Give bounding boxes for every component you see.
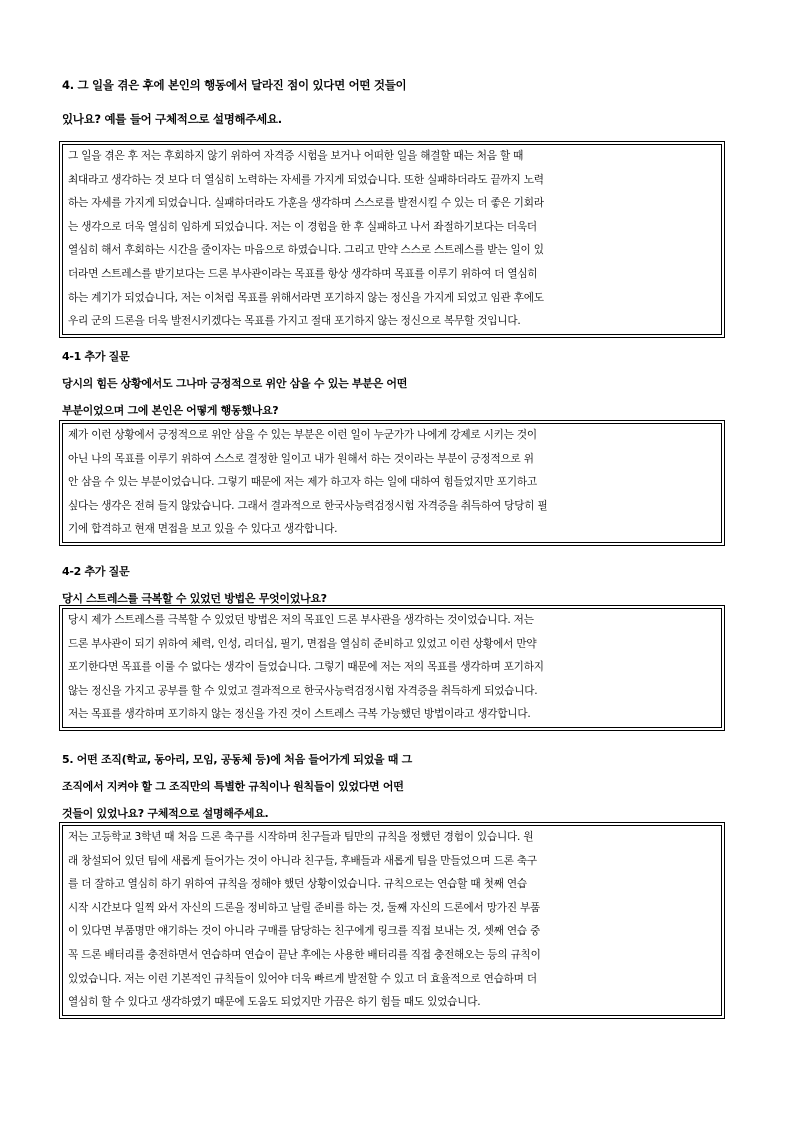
- heading-line: 당시 스트레스를 극복할 수 있었던 방법은 무엇이었나요?: [62, 592, 327, 605]
- heading-line: 것들이 있었나요? 구체적으로 설명해주세요.: [62, 807, 269, 820]
- question-4-2-heading: [62, 558, 730, 612]
- question-4-2-section: [62, 558, 730, 721]
- heading-line: 4. 그 일을 겪은 후에 본인의 행동에서 달라진 점이 있다면 어떤 것들이: [62, 78, 407, 92]
- answer-line: 않는 정신을 가지고 공부를 할 수 있었고 결과적으로 한국사능력검정시험 자격증을 취득하게 되었습니다.: [68, 684, 538, 697]
- answer-line: 우리 군의 드론을 더욱 발전시키겠다는 목표를 가지고 절대 포기하지 않는 정신으로 복무할 것입니다.: [68, 315, 521, 328]
- answer-line: 이 있다면 부품명만 얘기하는 것이 아니라 구매를 담당하는 친구에게 링크를 직접 보내는 것, 셋째 연습 중: [68, 925, 541, 938]
- answer-line: 제가 이런 상황에서 긍정적으로 위안 삼을 수 있는 부분은 이런 일이 누군가가 나에게 강제로 시키는 것이: [68, 429, 537, 441]
- answer-line: 포기한다면 목표를 이룰 수 없다는 생각이 들었습니다. 그렇기 때문에 저는 저의 목표를 생각하며 포기하지: [68, 661, 544, 674]
- answer-line: 있었습니다. 저는 이런 기본적인 규칙들이 있어야 더욱 빠르게 발전할 수 있고 더 효율적으로 연습하며 더: [68, 972, 537, 985]
- question-4-2-answer: [62, 608, 722, 728]
- answer-line: 당시 제가 스트레스를 극복할 수 있었던 방법은 저의 목표인 드론 부사관을 생각하는 것이었습니다. 저는: [68, 614, 534, 626]
- answer-line: 하는 자세를 가지게 되었습니다. 실패하더라도 가훈을 생각하며 스스로를 발전시킬 수 있는 더 좋은 기회라: [68, 197, 544, 210]
- question-5-heading: [62, 746, 730, 827]
- heading-line: 4-2 추가 질문: [62, 565, 130, 578]
- question-4-1-answer: [62, 423, 722, 543]
- answer-line: 더라면 스트레스를 받기보다는 드론 부사관이라는 목표를 항상 생각하며 목표를 이루기 위하여 더 열심히: [68, 267, 538, 280]
- question-5-section: [62, 746, 730, 1009]
- answer-line: 기에 합격하고 현재 면접을 보고 있을 수 있다고 생각합니다.: [68, 523, 338, 536]
- question-4-1-heading: [62, 343, 730, 424]
- answer-line: 안 삼을 수 있는 부분이었습니다. 그렇기 때문에 저는 제가 하고자 하는 일에 대하여 힘들었지만 포기하고: [68, 476, 537, 489]
- answer-line: 저는 고등학교 3학년 때 처음 드론 축구를 시작하며 친구들과 팀만의 규칙을 정했던 경험이 있습니다. 원: [68, 831, 534, 843]
- answer-line: 꼭 드론 배터리를 충전하면서 연습하며 연습이 끝난 후에는 사용한 배터리를 직접 충전해오는 등의 규칙이: [68, 948, 541, 961]
- heading-line: 5. 어떤 조직(학교, 동아리, 모임, 공동체 등)에 처음 들어가게 되었을 때 그: [62, 753, 412, 766]
- answer-line: 하는 계기가 되었습니다, 저는 이처럼 목표를 위해서라면 포기하지 않는 정신을 가지게 되었고 임관 후에도: [68, 291, 544, 304]
- answer-line: 열심히 할 수 있다고 생각하였기 때문에 도움도 되었지만 가끔은 하기 힘들 때도 있었습니다.: [68, 996, 481, 1009]
- question-4-1-section: [62, 343, 730, 536]
- question-4-answer: [62, 144, 722, 335]
- question-4-heading: [62, 68, 730, 136]
- answer-line: 저는 목표를 생각하며 포기하지 않는 정신을 가진 것이 스트레스 극복 가능했던 방법이라고 생각합니다.: [68, 708, 531, 721]
- question-5-answer: [62, 825, 722, 1016]
- answer-line: 최대라고 생각하는 것 보다 더 열심히 노력하는 자세를 가지게 되었습니다. 또한 실패하더라도 끝까지 노력: [68, 173, 544, 186]
- answer-line: 드론 부사관이 되기 위하여 체력, 인성, 리더십, 필기, 면접을 열심히 준비하고 있었고 이런 상황에서 만약: [68, 637, 537, 650]
- heading-line: 4-1 추가 질문: [62, 350, 130, 363]
- answer-line: 를 더 잘하고 열심히 하기 위하여 규칙을 정해야 했던 상황이었습니다. 규칙으로는 연습할 때 첫째 연습: [68, 878, 527, 891]
- answer-line: 싶다는 생각은 전혀 들지 않았습니다. 그래서 결과적으로 한국사능력검정시험 자격증을 취득하여 당당히 필: [68, 499, 548, 512]
- answer-line: 래 창설되어 있던 팀에 새롭게 들어가는 것이 아니라 친구들, 후배들과 새롭게 팀을 만들었으며 드론 축구: [68, 854, 537, 867]
- heading-line: 있나요? 예를 들어 구체적으로 설명해주세요.: [62, 112, 282, 126]
- answer-line: 아닌 나의 목표를 이루기 위하여 스스로 결정한 일이고 내가 원해서 하는 것이라는 부분이 긍정적으로 위: [68, 452, 534, 465]
- heading-line: 조직에서 지켜야 할 그 조직만의 특별한 규칙이나 원칙들이 있었다면 어떤: [62, 780, 404, 793]
- answer-line: 그 일을 겪은 후 저는 후회하지 않기 위하여 자격증 시험을 보거나 어떠한 일을 해결할 때는 처음 할 때: [68, 150, 524, 162]
- question-4-section: [62, 68, 730, 328]
- heading-line: 당시의 힘든 상황에서도 그나마 긍정적으로 위안 삼을 수 있는 부분은 어떤: [62, 377, 408, 390]
- heading-line: 부분이었으며 그에 본인은 어떻게 행동했나요?: [62, 404, 279, 417]
- answer-line: 열심히 해서 후회하는 시간을 줄이자는 마음으로 하였습니다. 그리고 만약 스스로 스트레스를 받는 일이 있: [68, 244, 544, 257]
- answer-line: 시작 시간보다 일찍 와서 자신의 드론을 정비하고 날릴 준비를 하는 것, 둘째 자신의 드론에서 망가진 부품: [68, 901, 541, 914]
- answer-line: 는 생각으로 더욱 열심히 임하게 되었습니다. 저는 이 경험을 한 후 실패하고 나서 좌절하기보다는 더욱더: [68, 220, 537, 233]
